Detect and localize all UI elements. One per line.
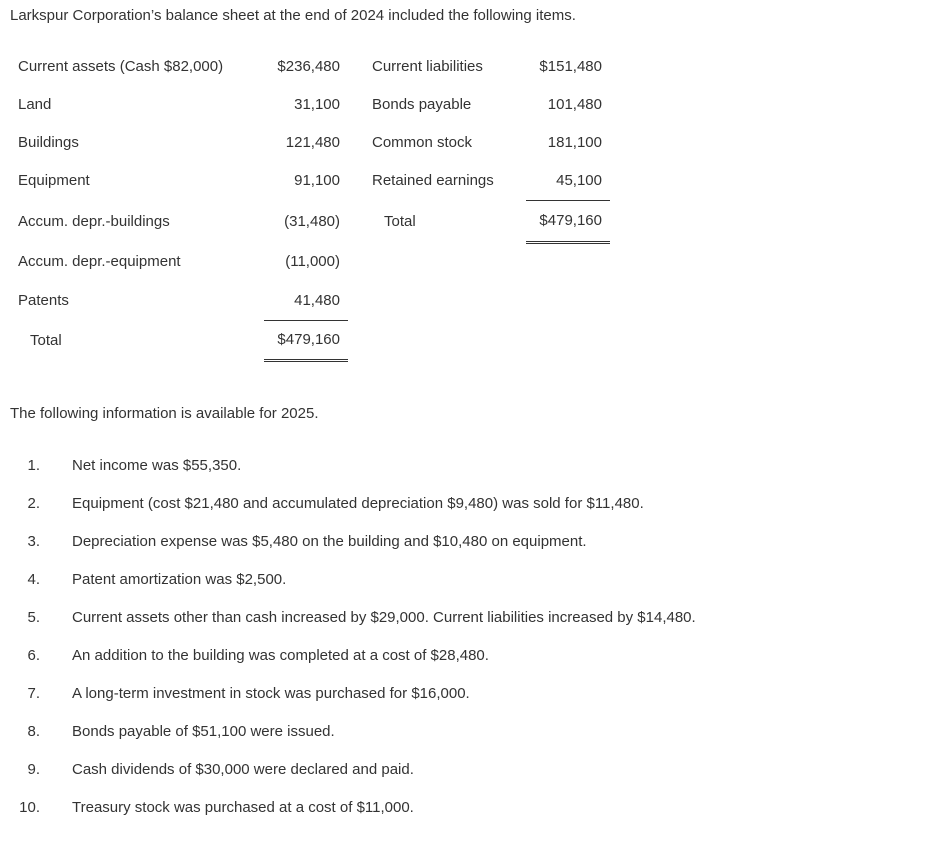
item-text: Treasury stock was purchased at a cost of $11,000. [72, 799, 414, 816]
item-text: Equipment (cost $21,480 and accumulated depreciation $9,480) was sold for $11,480. [72, 495, 644, 512]
table-row [10, 243, 610, 283]
item-number: 1. [27, 457, 40, 474]
row-label: Current liabilities [372, 58, 483, 75]
row-value: (11,000) [285, 253, 340, 271]
balance-sheet-table [10, 48, 610, 362]
row-value: (31,480) [284, 212, 340, 230]
item-text: Depreciation expense was $5,480 on the building and $10,480 on equipment. [72, 533, 587, 550]
row-label: Common stock [372, 134, 473, 151]
list-item [10, 646, 696, 684]
total-value: $479,160 [264, 321, 348, 361]
table-row [10, 124, 610, 162]
item-text: An addition to the building was completed at a cost of $28,480. [72, 647, 489, 664]
item-text: Current assets other than cash increased by $29,000. Current liabilities increased by $14,480. [72, 609, 696, 626]
list-item [10, 760, 696, 798]
row-value: $151,480 [539, 58, 602, 75]
following-info-text: The following information is available for 2025. [10, 405, 319, 422]
item-text: Patent amortization was $2,500. [72, 571, 287, 588]
list-item [10, 798, 696, 836]
total-label: Total [384, 212, 416, 230]
row-label: Bonds payable [372, 96, 472, 113]
total-value: $479,160 [526, 201, 610, 243]
row-value: 181,100 [547, 134, 602, 151]
row-label: Accum. depr.-buildings [18, 212, 170, 230]
item-number: 9. [27, 761, 40, 778]
row-label: Accum. depr.-equipment [18, 253, 181, 271]
item-number: 4. [27, 571, 40, 588]
intro-text: Larkspur Corporation’s balance sheet at the end of 2024 included the following items. [10, 7, 576, 24]
row-label: Equipment [18, 172, 90, 190]
table-row [10, 162, 610, 201]
item-number: 8. [27, 723, 40, 740]
list-item [10, 494, 696, 532]
row-value: $236,480 [277, 58, 340, 75]
item-number: 5. [27, 609, 40, 626]
row-value: 121,480 [285, 134, 340, 151]
item-text: A long-term investment in stock was purchased for $16,000. [72, 685, 470, 702]
table-row [10, 321, 610, 361]
row-label: Land [18, 96, 52, 113]
table-row [10, 86, 610, 124]
table-row [10, 48, 610, 86]
list-item [10, 722, 696, 760]
item-text: Cash dividends of $30,000 were declared and paid. [72, 761, 414, 778]
list-item [10, 684, 696, 722]
list-item [10, 456, 696, 494]
row-label: Current assets (Cash $82,000) [18, 58, 224, 75]
table-row [10, 282, 610, 321]
item-number: 3. [27, 533, 40, 550]
row-label: Patents [18, 292, 69, 310]
list-item [10, 532, 696, 570]
item-text: Net income was $55,350. [72, 457, 242, 474]
table-row [10, 201, 610, 243]
item-number: 7. [27, 685, 40, 702]
row-value: 101,480 [547, 96, 602, 113]
item-number: 2. [27, 495, 40, 512]
row-value: 91,100 [294, 172, 340, 190]
list-item [10, 570, 696, 608]
row-value: 45,100 [526, 162, 610, 201]
info-list [10, 456, 696, 836]
item-number: 6. [27, 647, 40, 664]
row-label: Retained earnings [372, 172, 494, 190]
row-value: 41,480 [264, 282, 348, 321]
row-value: 31,100 [294, 96, 340, 113]
total-label: Total [30, 331, 62, 349]
row-label: Buildings [18, 134, 79, 151]
list-item [10, 608, 696, 646]
item-text: Bonds payable of $51,100 were issued. [72, 723, 335, 740]
item-number: 10. [19, 799, 40, 816]
